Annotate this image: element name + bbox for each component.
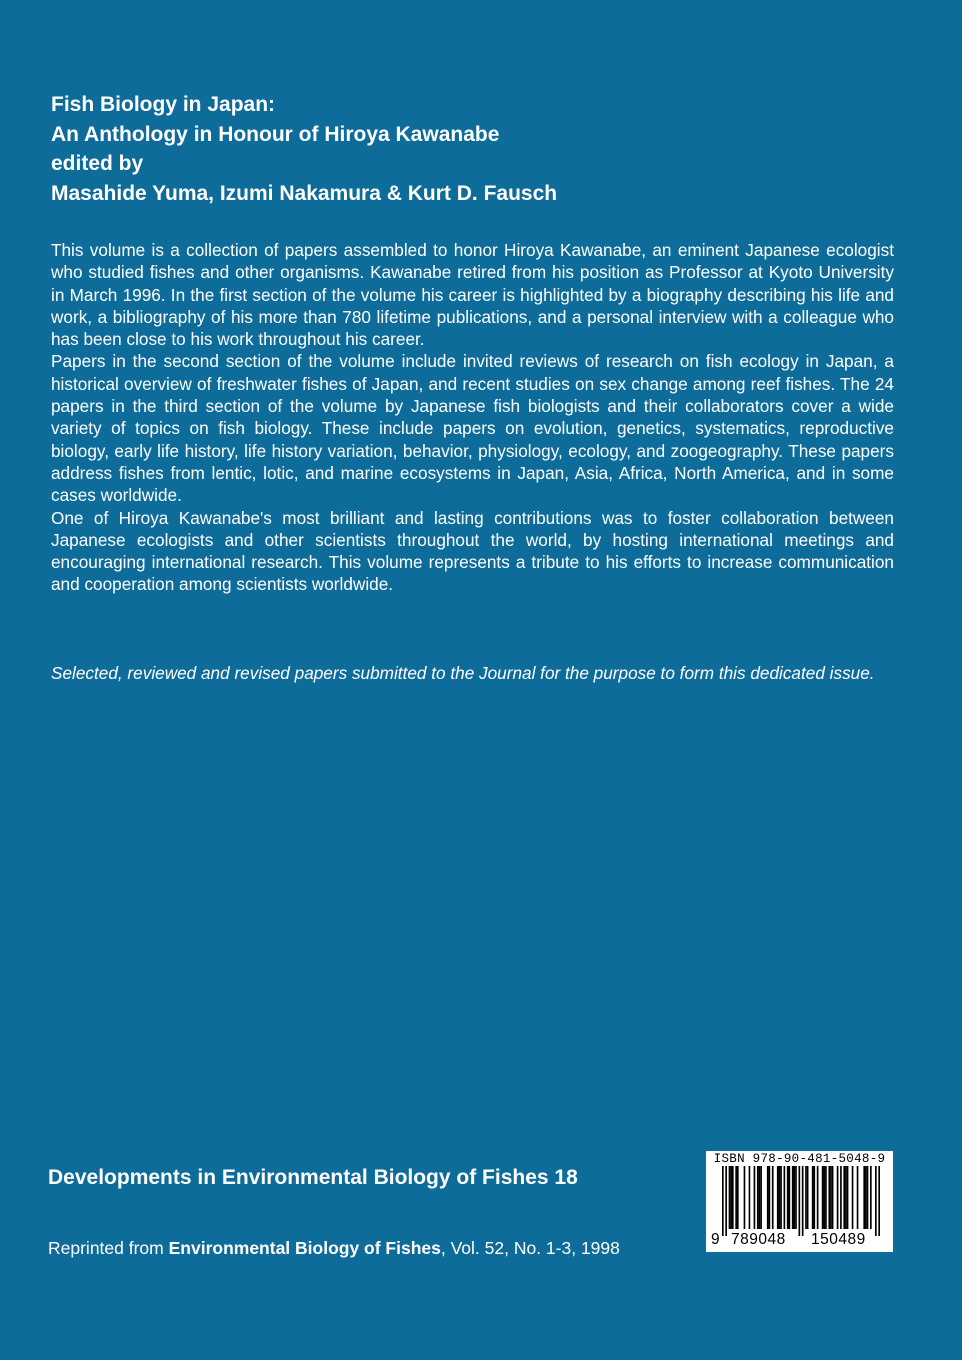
barcode-bar [725, 1166, 727, 1236]
barcode-bar [799, 1166, 801, 1236]
barcode-bar [732, 1166, 734, 1229]
barcode-bar [802, 1166, 804, 1236]
barcode-bar [857, 1166, 859, 1229]
barcode-bar [870, 1166, 872, 1229]
barcode-bar [754, 1166, 756, 1229]
barcode-bar [795, 1166, 797, 1229]
barcode-bar [794, 1166, 796, 1229]
editors-names: Masahide Yuma, Izumi Nakamura & Kurt D. Fausch [51, 181, 558, 205]
barcode-bar [812, 1166, 814, 1229]
reprint-prefix: Reprinted from [48, 1238, 169, 1258]
book-title-line-2: An Anthology in Honour of Hiroya Kawanabe [51, 122, 500, 146]
barcode-bar [865, 1166, 867, 1229]
barcode-bar [867, 1166, 869, 1229]
barcode-bar [722, 1166, 724, 1236]
barcode-bar [757, 1166, 759, 1229]
barcode-bar [780, 1166, 782, 1229]
barcode-bar [817, 1166, 819, 1229]
barcode-bar [823, 1166, 825, 1229]
barcode-bar [772, 1166, 774, 1229]
barcode-bar [760, 1166, 762, 1229]
barcode-bar [735, 1166, 737, 1229]
description-paragraph-1: This volume is a collection of papers assembled to honor Hiroya Kawanabe, an eminent Japanese ecologist who studied fishes and other organisms. Kawanabe retired from his position as Professor at Kyoto University in March 1996. In the first section of the volume his career is highlighted by a biography describing his life and work, a bibliography of his more than 780 lifetime publications, and a personal interview with a colleague who has been close to his work throughout his career. [51, 240, 894, 350]
barcode-bar [767, 1166, 769, 1229]
ean-right-group: 150489 [811, 1231, 866, 1248]
book-header [51, 90, 911, 208]
barcode-bar [787, 1166, 789, 1229]
barcode-bar [759, 1166, 761, 1229]
barcode-bar [779, 1166, 781, 1229]
barcode-bar [832, 1166, 834, 1229]
barcode-bar [837, 1166, 839, 1229]
barcode-bar [825, 1166, 827, 1229]
barcode-bar [813, 1166, 815, 1229]
book-description [51, 239, 894, 596]
barcode-bar [749, 1166, 751, 1229]
ean-first-digit: 9 [711, 1231, 720, 1248]
barcode-bar [822, 1166, 824, 1229]
barcode-bar [784, 1166, 786, 1229]
reprint-details: , Vol. 52, No. 1-3, 1998 [440, 1238, 620, 1258]
barcode-bar [847, 1166, 849, 1229]
barcode-bars [722, 1166, 880, 1236]
ean-left-group: 789048 [731, 1231, 786, 1248]
barcode-bar [878, 1166, 880, 1236]
book-title-line-1: Fish Biology in Japan: [51, 93, 276, 116]
series-title: Developments in Environmental Biology of Fishes 18 [48, 1166, 578, 1189]
barcode-bar [845, 1166, 847, 1229]
isbn-label: ISBN 978-90-481-5048-9 [713, 1152, 886, 1166]
description-paragraph-2: Papers in the second section of the volume include invited reviews of research on fish ecology in Japan, a historical overview of freshwater fishes of Japan, and recent studies on sex change among reef fishes. The 24 papers in the third section of the volume by Japanese fish biologists and their collaborators cover a wide variety of topics on fish biology. These include papers on evolution, genetics, systematics, reproductive biology, early life history, life history variation, behavior, physiology, ecology, and zoogeography. These papers address fishes from lentic, lotic, and marine ecosystems in Japan, Asia, Africa, North America, and in some cases worldwide. [51, 351, 894, 506]
barcode-bar [863, 1166, 865, 1229]
barcode-bar [830, 1166, 832, 1229]
barcode-bar [729, 1166, 731, 1229]
selection-note: Selected, reviewed and revised papers submitted to the Journal for the purpose to form this dedicated issue. [51, 663, 875, 683]
barcode-bar [769, 1166, 771, 1229]
barcode-bar [805, 1166, 807, 1229]
barcode-bar [852, 1166, 854, 1229]
barcode-bar [744, 1166, 746, 1229]
description-paragraph-3: One of Hiroya Kawanabe's most brilliant and lasting contributions was to foster collaboration between Japanese ecologists and other scientists throughout the world, by hosting international meetings and encouraging international research. This volume represents a tribute to his efforts to increase communication and cooperation among scientists worldwide. [51, 507, 894, 595]
barcode-bar [875, 1166, 877, 1236]
barcode-bar [807, 1166, 809, 1229]
reprint-notice [48, 1238, 620, 1259]
barcode-bar [730, 1166, 732, 1229]
barcode-bar [843, 1166, 845, 1229]
barcode-bar [789, 1166, 791, 1229]
edited-by-label: edited by [51, 152, 144, 176]
barcode-bar [737, 1166, 739, 1229]
barcode-bar [840, 1166, 842, 1229]
isbn-barcode [706, 1151, 893, 1252]
barcode-bar [792, 1166, 794, 1229]
reprint-journal: Environmental Biology of Fishes [168, 1238, 441, 1258]
barcode-bar [777, 1166, 779, 1229]
barcode-bar [828, 1166, 830, 1229]
